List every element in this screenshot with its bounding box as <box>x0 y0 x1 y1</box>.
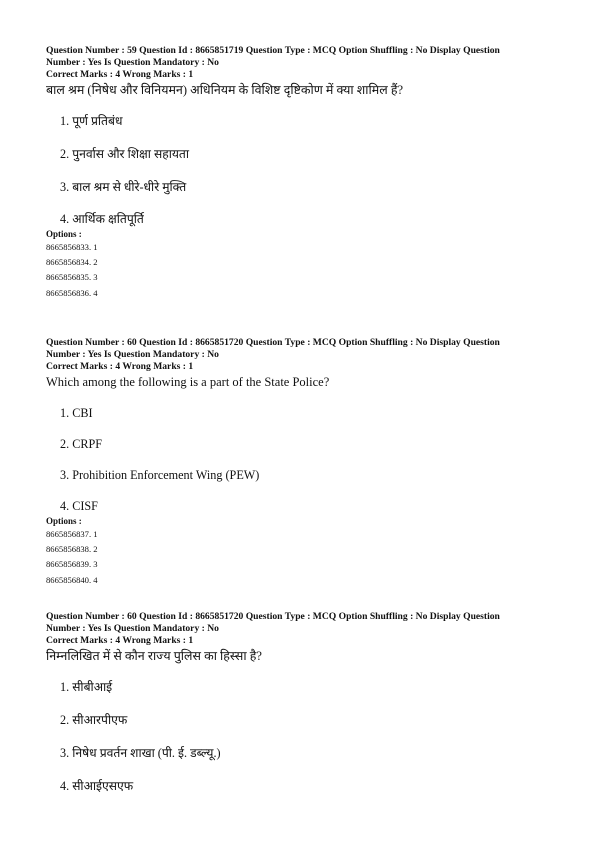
question-block-60-english <box>46 337 556 588</box>
answer-choice-2: 2. सीआरपीएफ <box>60 713 128 727</box>
question-meta-line-1: Question Number : 60 Question Id : 8665851720 Question Type : MCQ Option Shuffling : No Display Question <box>46 611 500 622</box>
answer-choice-1: 1. CBI <box>60 406 93 420</box>
answer-choice-1: 1. सीबीआई <box>60 680 113 694</box>
answer-choice-3: 3. निषेध प्रवर्तन शाखा (पी. ई. डब्ल्यू.) <box>60 746 221 760</box>
question-meta-line-2: Number : Yes Is Question Mandatory : No <box>46 57 219 68</box>
question-marks-line: Correct Marks : 4 Wrong Marks : 1 <box>46 361 194 372</box>
question-meta-line-1: Question Number : 59 Question Id : 8665851719 Question Type : MCQ Option Shuffling : No Display Question <box>46 45 500 56</box>
question-marks-line: Correct Marks : 4 Wrong Marks : 1 <box>46 635 194 646</box>
question-block-60-hindi <box>46 611 556 794</box>
question-text: Which among the following is a part of the State Police? <box>46 375 330 389</box>
question-meta-line-1: Question Number : 60 Question Id : 8665851720 Question Type : MCQ Option Shuffling : No Display Question <box>46 337 500 348</box>
option-id-row: 8665856840. 4 <box>46 574 98 585</box>
answer-choice-3: 3. Prohibition Enforcement Wing (PEW) <box>60 468 260 482</box>
option-id-row: 8665856833. 1 <box>46 242 98 252</box>
option-id-row: 8665856839. 3 <box>46 559 98 570</box>
options-label: Options : <box>46 516 82 526</box>
answer-choice-4: 4. सीआईएसएफ <box>60 779 134 793</box>
question-text: बाल श्रम (निषेध और विनियमन) अधिनियम के विशिष्ट दृष्टिकोण में क्या शामिल हैं? <box>46 83 404 97</box>
option-id-row: 8665856834. 2 <box>46 257 98 268</box>
answer-choice-4: 4. CISF <box>60 499 98 513</box>
answer-choice-2: 2. CRPF <box>60 437 103 451</box>
answer-choice-1: 1. पूर्ण प्रतिबंध <box>60 114 123 128</box>
options-label: Options : <box>46 229 82 239</box>
option-id-row: 8665856838. 2 <box>46 544 98 555</box>
option-id-row: 8665856836. 4 <box>46 287 98 298</box>
answer-choice-3: 3. बाल श्रम से धीरे-धीरे मुक्ति <box>60 180 187 194</box>
question-block-59 <box>46 45 556 301</box>
question-text: निम्नलिखित में से कौन राज्य पुलिस का हिस्सा है? <box>46 649 262 663</box>
answer-choice-2: 2. पुनर्वास और शिक्षा सहायता <box>60 147 190 161</box>
answer-choice-4: 4. आर्थिक क्षतिपूर्ति <box>60 212 144 226</box>
option-id-row: 8665856837. 1 <box>46 529 98 539</box>
option-id-row: 8665856835. 3 <box>46 272 98 283</box>
question-meta-line-2: Number : Yes Is Question Mandatory : No <box>46 349 219 360</box>
question-meta-line-2: Number : Yes Is Question Mandatory : No <box>46 623 219 634</box>
question-marks-line: Correct Marks : 4 Wrong Marks : 1 <box>46 69 194 80</box>
